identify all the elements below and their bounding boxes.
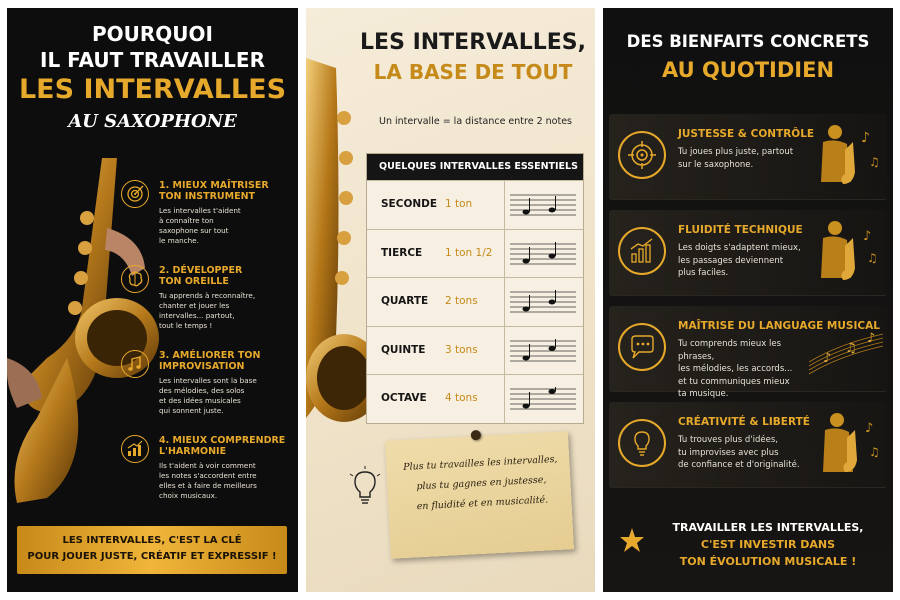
card-text: sur le saxophone. (678, 159, 754, 170)
speech-bubble-icon (618, 323, 666, 371)
footer-banner (613, 513, 881, 577)
card-text: ta musique. (678, 389, 729, 399)
chart-up-icon (121, 435, 149, 463)
item-text: intervalles... partout, (159, 311, 235, 320)
benefit-item-3 (159, 350, 294, 416)
table-row (367, 326, 583, 375)
item-text: à connaître ton (159, 216, 214, 225)
brain-icon (121, 265, 149, 293)
panel-why-intervals (7, 8, 298, 592)
table-row (367, 229, 583, 278)
item-text: et des idées musicales (159, 396, 241, 405)
saxophonist-silhouette-icon (809, 410, 883, 482)
interval-name: OCTAVE (381, 392, 427, 404)
card-heading: MAÎTRISE DU LANGUAGE MUSICAL (678, 320, 880, 332)
card-text: Les doigts s'adaptent mieux, (678, 243, 801, 253)
panel-intervals-basics (306, 8, 595, 592)
benefit-item-1 (159, 180, 294, 246)
staff-notation-icon (510, 387, 576, 411)
saxophonist-silhouette-icon (809, 122, 883, 194)
pushpin-icon (471, 430, 482, 441)
interval-name: QUARTE (381, 295, 429, 307)
note-line: en fluidité et en musicalité. (416, 494, 549, 513)
note-line: Plus tu travailles les intervalles, (402, 453, 558, 473)
benefit-card-2 (609, 210, 887, 296)
card-text: et tu communiques mieux (678, 376, 790, 387)
intervals-table (366, 153, 584, 424)
target-icon (121, 180, 149, 208)
item-heading: TON OREILLE (159, 276, 229, 287)
card-text: Tu comprends mieux les phrases, (678, 339, 782, 362)
benefit-item-2 (159, 265, 294, 331)
title-line-1: DES BIENFAITS CONCRETS (626, 32, 870, 51)
footer-line-3: TON ÉVOLUTION MUSICALE ! (679, 555, 857, 568)
svg-text:♫: ♫ (845, 341, 857, 356)
svg-text:♫: ♫ (869, 155, 880, 169)
interval-name: TIERCE (381, 246, 423, 259)
sticky-note (385, 431, 574, 558)
note-line: plus tu gagnes en justesse, (416, 474, 547, 493)
card-text: Tu joues plus juste, partout (678, 147, 794, 157)
lightbulb-icon (346, 466, 384, 508)
panel-daily-benefits (603, 8, 893, 592)
card-text: les passages deviennent (678, 255, 784, 266)
title-line-3: LES INTERVALLES (18, 74, 287, 105)
title-line-1: POURQUOI (92, 22, 213, 46)
item-text: des mélodies, des solos (159, 386, 245, 395)
interval-value: 1 ton 1/2 (445, 246, 493, 259)
item-heading: 4. MIEUX COMPRENDRE (159, 435, 286, 446)
title-line-2: IL FAUT TRAVAILLER (40, 48, 265, 72)
staff-notation-icon (510, 339, 576, 363)
title-line-2: AU QUOTIDIEN (661, 58, 835, 82)
interval-name: QUINTE (381, 343, 426, 356)
interval-value: 4 tons (445, 392, 478, 404)
music-note-icon (121, 350, 149, 378)
title-line-1: LES INTERVALLES, (360, 30, 586, 55)
star-icon (619, 527, 645, 553)
item-text: choix musicaux. (159, 491, 218, 500)
card-text: les mélodies, les accords... (678, 364, 793, 374)
benefit-card-4 (609, 402, 887, 488)
card-heading: CRÉATIVITÉ & LIBERTÉ (678, 416, 810, 428)
svg-text:♪: ♪ (865, 421, 874, 436)
item-text: Tu apprends à reconnaître, (159, 291, 256, 300)
benefit-card-3 (609, 306, 887, 399)
card-text: tu improvises avec plus (678, 447, 779, 458)
interval-value: 2 tons (445, 295, 478, 307)
saxophonist-silhouette-icon (809, 218, 883, 290)
footer-line-1: TRAVAILLER LES INTERVALLES, (672, 521, 864, 534)
staff-notation-icon (510, 242, 576, 266)
item-heading: TON INSTRUMENT (159, 191, 256, 202)
title-line-2: LA BASE DE TOUT (373, 60, 573, 84)
item-text: Ils t'aident à voir comment (159, 461, 256, 470)
footer-line-2: C'EST INVESTIR DANS (700, 538, 836, 551)
music-staff-decoration-icon (809, 314, 883, 386)
item-text: Les intervalles t'aident (159, 206, 241, 215)
interval-definition: Un intervalle = la distance entre 2 notes (378, 116, 573, 127)
svg-text:♫: ♫ (867, 251, 878, 265)
card-text: plus faciles. (678, 268, 729, 278)
lightbulb-icon (618, 419, 666, 467)
table-row (367, 180, 583, 229)
svg-text:♪: ♪ (867, 331, 876, 346)
item-text: tout le temps ! (159, 321, 213, 330)
item-text: Les intervalles sont la base (159, 376, 257, 385)
staff-notation-icon (510, 290, 576, 314)
interval-value: 1 ton (445, 198, 473, 210)
svg-text:♪: ♪ (861, 130, 870, 146)
footer-banner (17, 526, 287, 574)
staff-notation-icon (510, 193, 576, 217)
svg-text:♫: ♫ (869, 445, 880, 459)
interval-value: 3 tons (445, 343, 478, 356)
svg-text:♪: ♪ (863, 229, 872, 244)
table-row (367, 374, 583, 423)
item-heading: 1. MIEUX MAÎTRISER (159, 180, 269, 191)
card-text: Tu trouves plus d'idées, (678, 435, 778, 445)
item-text: saxophone sur tout (159, 226, 229, 235)
table-header: QUELQUES INTERVALLES ESSENTIELS (367, 154, 583, 180)
item-text: qui sonnent juste. (159, 406, 224, 415)
card-heading: FLUIDITÉ TECHNIQUE (678, 224, 803, 236)
table-row (367, 277, 583, 326)
footer-line-2: POUR JOUER JUSTE, CRÉATIF ET EXPRESSIF ! (27, 551, 277, 562)
item-text: elles et à faire de meilleurs (159, 481, 257, 490)
item-text: chanter et jouer les (159, 301, 230, 310)
benefit-card-1 (609, 114, 887, 200)
card-text: de confiance et d'originalité. (678, 460, 800, 470)
crosshair-icon (618, 131, 666, 179)
item-text: le manche. (159, 236, 199, 245)
benefit-item-4 (159, 435, 294, 501)
footer-line-1: LES INTERVALLES, C'EST LA CLÉ (62, 535, 242, 546)
saxophone-illustration (7, 158, 167, 518)
item-heading: L'HARMONIE (159, 446, 227, 457)
item-heading: 2. DÉVELOPPER (159, 265, 243, 276)
svg-text:♪: ♪ (823, 351, 832, 366)
card-heading: JUSTESSE & CONTRÔLE (678, 128, 815, 140)
title-line-4: AU SAXOPHONE (68, 111, 237, 132)
item-heading: 3. AMÉLIORER TON (159, 350, 261, 361)
item-heading: IMPROVISATION (159, 361, 245, 372)
growth-chart-icon (618, 227, 666, 275)
interval-name: SECONDE (381, 198, 438, 210)
item-text: les notes s'accordent entre (159, 471, 257, 480)
